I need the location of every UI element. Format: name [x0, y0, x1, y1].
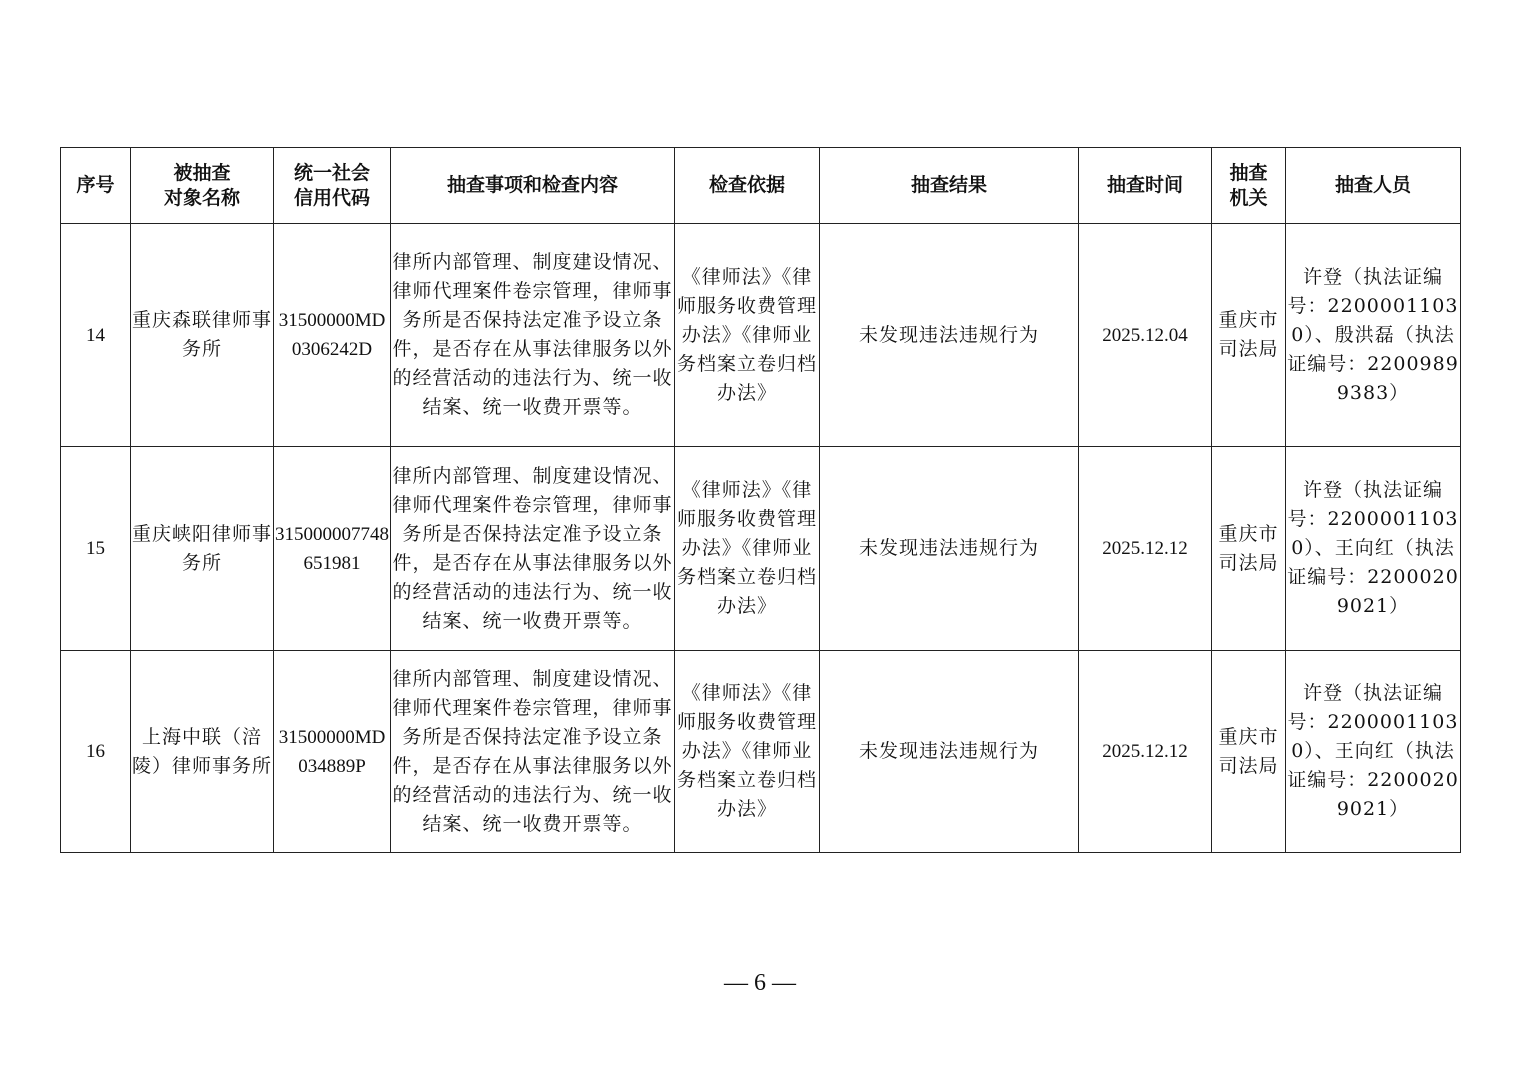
cell-result: 未发现违法违规行为	[820, 447, 1079, 651]
cell-time: 2025.12.12	[1079, 447, 1212, 651]
cell-result: 未发现违法违规行为	[820, 651, 1079, 853]
cell-items: 律所内部管理、制度建设情况、律师代理案件卷宗管理，律师事务所是否保持法定准予设立条件，是否存在从事法律服务以外的经营活动的违法行为、统一收结案、统一收费开票等。	[391, 224, 675, 447]
cell-credit-code: 31500000MD034889P	[274, 651, 391, 853]
cell-basis: 《律师法》《律师服务收费管理办法》《律师业务档案立卷归档办法》	[675, 651, 820, 853]
cell-credit-code: 31500000MD0306242D	[274, 224, 391, 447]
header-org	[1212, 148, 1286, 224]
header-target-name	[131, 148, 274, 224]
cell-org: 重庆市司法局	[1212, 224, 1286, 447]
header-result: 抽查结果	[820, 148, 1079, 224]
cell-staff: 许登（执法证编号：22000011030）、殷洪磊（执法证编号：22009899383）	[1286, 224, 1461, 447]
cell-time: 2025.12.04	[1079, 224, 1212, 447]
cell-items: 律所内部管理、制度建设情况、律师代理案件卷宗管理，律师事务所是否保持法定准予设立条件，是否存在从事法律服务以外的经营活动的违法行为、统一收结案、统一收费开票等。	[391, 447, 675, 651]
header-target-name-text: 被抽查 对象名称	[163, 161, 240, 209]
header-credit-code	[274, 148, 391, 224]
cell-org: 重庆市司法局	[1212, 447, 1286, 651]
cell-credit-code: 315000007748651981	[274, 447, 391, 651]
table-row	[61, 224, 1461, 447]
cell-items: 律所内部管理、制度建设情况、律师代理案件卷宗管理，律师事务所是否保持法定准予设立条件，是否存在从事法律服务以外的经营活动的违法行为、统一收结案、统一收费开票等。	[391, 651, 675, 853]
header-row	[61, 148, 1461, 224]
cell-basis: 《律师法》《律师服务收费管理办法》《律师业务档案立卷归档办法》	[675, 224, 820, 447]
header-time: 抽查时间	[1079, 148, 1212, 224]
inspection-table	[60, 147, 1461, 853]
table-row	[61, 651, 1461, 853]
cell-basis: 《律师法》《律师服务收费管理办法》《律师业务档案立卷归档办法》	[675, 447, 820, 651]
table-row	[61, 447, 1461, 651]
cell-staff: 许登（执法证编号：22000011030）、王向红（执法证编号：22000209021）	[1286, 651, 1461, 853]
page-number: — 6 —	[724, 970, 796, 996]
cell-seq: 16	[61, 651, 131, 853]
header-credit-code-text: 统一社会 信用代码	[293, 161, 370, 209]
header-staff: 抽查人员	[1286, 148, 1461, 224]
cell-target-name: 重庆峡阳律师事务所	[131, 447, 274, 651]
header-basis: 检查依据	[675, 148, 820, 224]
cell-org: 重庆市司法局	[1212, 651, 1286, 853]
header-org-text: 抽查 机关	[1229, 161, 1268, 209]
cell-time: 2025.12.12	[1079, 651, 1212, 853]
cell-result: 未发现违法违规行为	[820, 224, 1079, 447]
cell-target-name: 重庆森联律师事务所	[131, 224, 274, 447]
cell-target-name: 上海中联（涪陵）律师事务所	[131, 651, 274, 853]
header-items: 抽查事项和检查内容	[391, 148, 675, 224]
cell-staff: 许登（执法证编号：22000011030）、王向红（执法证编号：22000209021）	[1286, 447, 1461, 651]
cell-seq: 15	[61, 447, 131, 651]
cell-seq: 14	[61, 224, 131, 447]
header-seq: 序号	[61, 148, 131, 224]
